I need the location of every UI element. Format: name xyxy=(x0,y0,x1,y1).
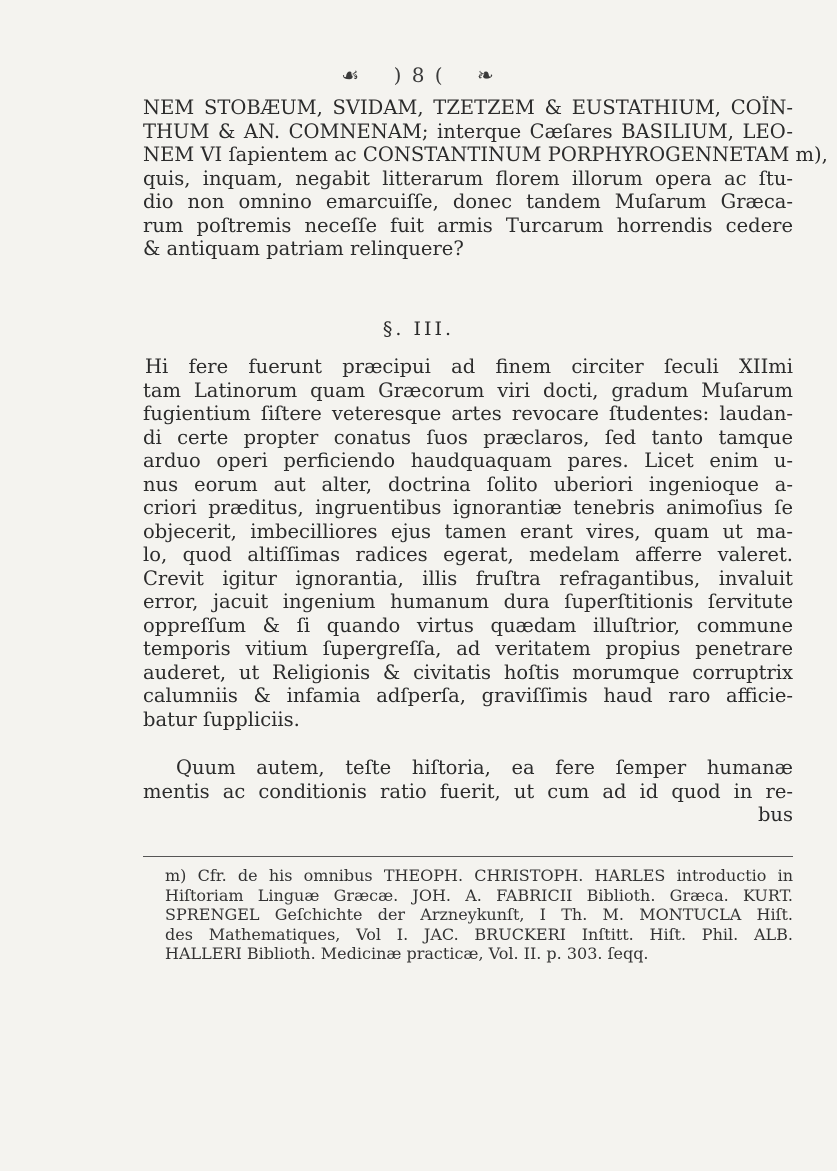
text-line: THUM & AN. COMNENAM; interque Cæſares BASILIUM, LEO- xyxy=(143,119,793,143)
text-line: NEM STOBÆUM, SVIDAM, TZETZEM & EUSTATHIUM, COÏN- xyxy=(143,96,793,119)
text-line: objecerit, imbecilliores ejus tamen erant vires, quam ut ma- xyxy=(143,519,793,543)
right-ornament-icon: ❧ xyxy=(476,63,496,87)
left-ornament-icon: ☙ xyxy=(341,63,362,87)
text-line: & antiquam patriam relinquere? xyxy=(143,237,464,260)
text-line: dio non omnino emarcuiſſe, donec tandem Muſarum Græca- xyxy=(143,190,793,213)
text-line: tam Latinorum quam Græcorum viri docti, gradum Muſarum xyxy=(143,378,793,402)
paragraph-2 xyxy=(143,355,793,731)
paragraph-1 xyxy=(143,96,828,261)
text-line: calumniis & infamia adſperſa, graviſſimis haud raro afficie- xyxy=(143,684,793,707)
text-line: lo, quod altiſſimas radices egerat, medelam afferre valeret. xyxy=(143,543,793,566)
text-line: error, jacuit ingenium humanum dura ſuperſtitionis ſervitute xyxy=(143,590,793,613)
text-line: Hi fere fuerunt præcipui ad finem circiter ſeculi XIImi xyxy=(145,355,793,378)
text-line: oppreſſum & ſi quando virtus quædam illuſtrior, commune xyxy=(143,613,793,637)
text-line: auderet, ut Religionis & civitatis hoſtis morumque corruptrix xyxy=(143,660,793,684)
text-line: quis, inquam, negabit litterarum florem illorum opera ac ſtu- xyxy=(143,166,793,190)
section-heading: §. III. xyxy=(382,318,455,340)
text-line: di certe propter conatus ſuos præclaros, ſed tanto tamque xyxy=(143,425,793,449)
text-line: fugientium ſiſtere veteresque artes revocare ſtudentes: laudan- xyxy=(143,402,793,425)
footnote-line: des Mathematiques, Vol I. JAC. BRUCKERI Inſtitt. Hiſt. Phil. ALB. xyxy=(165,924,793,944)
footnote-line: SPRENGEL Geſchichte der Arzneykunſt, I Th. M. MONTUCLA Hiſt. xyxy=(165,905,793,924)
footnote-line: m) Cfr. de his omnibus THEOPH. CHRISTOPH. HARLES introductio in xyxy=(165,866,793,885)
text-line: rum poſtremis neceſſe fuit armis Turcarum horrendis cedere xyxy=(143,213,793,237)
page-header xyxy=(0,63,837,87)
text-line: mentis ac conditionis ratio fuerit, ut cum ad id quod in re- xyxy=(143,779,793,803)
catchword: bus xyxy=(757,803,793,826)
page-number-marker: ) 8 ( xyxy=(393,63,445,87)
text-line: batur ſuppliciis. xyxy=(143,707,300,731)
paragraph-3 xyxy=(143,756,793,827)
text-line: NEM VI ſapientem ac CONSTANTINUM PORPHYROGENNETAM m), xyxy=(143,143,828,166)
text-line: criori præditus, ingruentibus ignorantiæ tenebris animoſius ſe xyxy=(143,496,793,519)
footnote-line: Hiſtoriam Linguæ Græcæ. JOH. A. FABRICII Biblioth. Græca. KURT. xyxy=(165,885,793,905)
footnote-rule xyxy=(143,856,793,857)
footnote xyxy=(143,866,793,964)
text-line: nus eorum aut alter, doctrina ſolito uberiori ingenioque a- xyxy=(143,472,793,496)
footnote-line: HALLERI Biblioth. Medicinæ practicæ, Vol. II. p. 303. ſeqq. xyxy=(165,944,649,963)
text-line: temporis vitium ſupergreſſa, ad veritatem propius penetrare xyxy=(143,637,793,660)
text-line: arduo operi perficiendo haudquaquam pares. Licet enim u- xyxy=(143,449,793,472)
text-line: Quum autem, teſte hiſtoria, ea fere ſemper humanæ xyxy=(176,756,793,779)
text-line: Crevit igitur ignorantia, illis fruſtra refragantibus, invaluit xyxy=(143,566,793,590)
